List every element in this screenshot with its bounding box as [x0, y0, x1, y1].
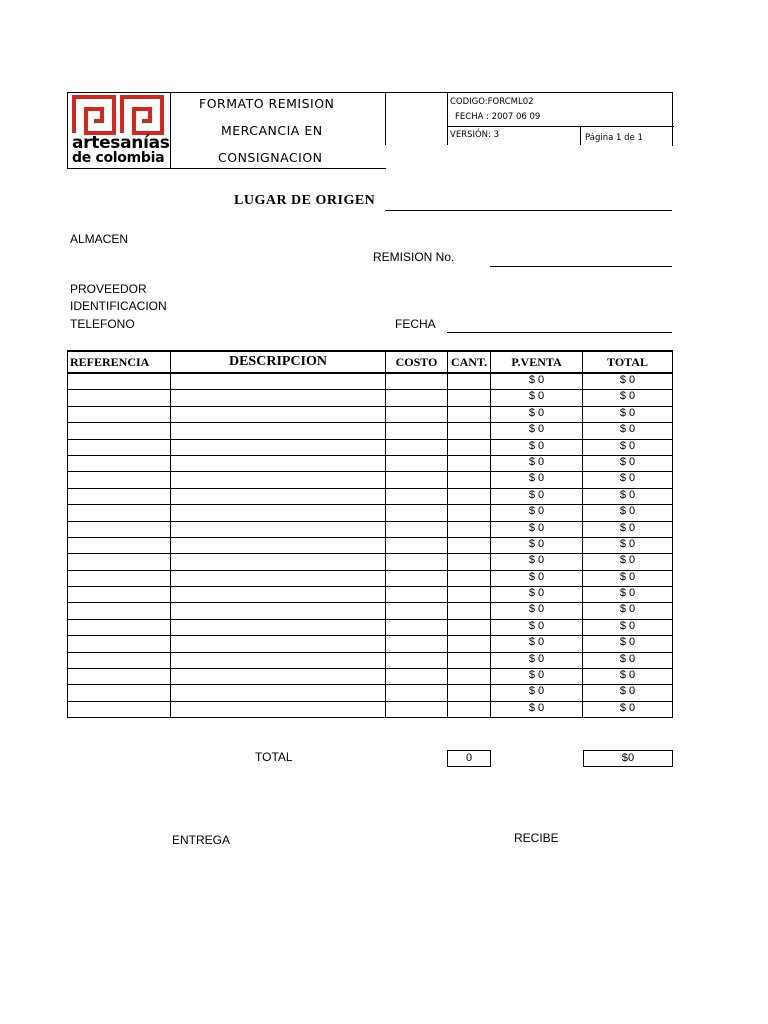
- cell-cant[interactable]: [448, 685, 491, 701]
- table-row: [68, 685, 673, 701]
- cell-cant[interactable]: [448, 701, 491, 717]
- cell-descripcion[interactable]: [171, 685, 386, 701]
- cell-referencia[interactable]: [68, 603, 171, 619]
- cell-cant[interactable]: [448, 505, 491, 521]
- fecha-label: FECHA: [395, 317, 436, 331]
- table-row: [68, 669, 673, 685]
- table-row: [68, 472, 673, 488]
- cell-descripcion[interactable]: [171, 373, 386, 390]
- cell-total: $ 0: [583, 603, 673, 619]
- cell-referencia[interactable]: [68, 521, 171, 537]
- cell-referencia[interactable]: [68, 406, 171, 422]
- cell-pventa: $ 0: [491, 505, 583, 521]
- cell-cant[interactable]: [448, 390, 491, 406]
- cell-descripcion[interactable]: [171, 619, 386, 635]
- cell-referencia[interactable]: [68, 570, 171, 586]
- cell-referencia[interactable]: [68, 455, 171, 471]
- cell-descripcion[interactable]: [171, 570, 386, 586]
- cell-referencia[interactable]: [68, 373, 171, 390]
- cell-descripcion[interactable]: [171, 587, 386, 603]
- cell-pventa: $ 0: [491, 390, 583, 406]
- cell-referencia[interactable]: [68, 554, 171, 570]
- cell-total: $ 0: [583, 537, 673, 553]
- cell-pventa: $ 0: [491, 521, 583, 537]
- items-table: [67, 350, 673, 718]
- cell-referencia[interactable]: [68, 619, 171, 635]
- cell-total: $ 0: [583, 554, 673, 570]
- cell-cant[interactable]: [448, 455, 491, 471]
- pagina-text: Página 1 de 1: [585, 133, 643, 143]
- col-pventa: P.VENTA: [491, 351, 583, 373]
- cell-pventa: $ 0: [491, 472, 583, 488]
- codigo-text: CODIGO:FORCML02: [450, 97, 534, 107]
- remision-field[interactable]: [490, 266, 672, 267]
- cell-referencia[interactable]: [68, 636, 171, 652]
- cell-descripcion[interactable]: [171, 537, 386, 553]
- cell-referencia[interactable]: [68, 685, 171, 701]
- cell-costo[interactable]: [386, 669, 448, 685]
- cell-pventa: $ 0: [491, 570, 583, 586]
- cell-costo[interactable]: [386, 603, 448, 619]
- col-cant: CANT.: [448, 351, 491, 373]
- table-row: [68, 652, 673, 668]
- items-body: [68, 373, 673, 718]
- version-text: VERSIÓN: 3: [450, 130, 500, 140]
- cell-referencia[interactable]: [68, 652, 171, 668]
- cell-total: $ 0: [583, 423, 673, 439]
- table-row: [68, 521, 673, 537]
- cell-total: $ 0: [583, 390, 673, 406]
- cell-descripcion[interactable]: [171, 554, 386, 570]
- table-row: [68, 537, 673, 553]
- cell-costo[interactable]: [386, 701, 448, 717]
- cell-cant[interactable]: [448, 587, 491, 603]
- recibe-label: RECIBE: [514, 831, 559, 845]
- cell-referencia[interactable]: [68, 537, 171, 553]
- cell-cant[interactable]: [448, 636, 491, 652]
- table-row: [68, 439, 673, 455]
- cell-descripcion[interactable]: [171, 505, 386, 521]
- cell-cant[interactable]: [448, 423, 491, 439]
- cell-costo[interactable]: [386, 537, 448, 553]
- cell-pventa: $ 0: [491, 619, 583, 635]
- cell-descripcion[interactable]: [171, 636, 386, 652]
- cell-pventa: $ 0: [491, 652, 583, 668]
- cell-descripcion[interactable]: [171, 488, 386, 504]
- table-header-row: [68, 351, 673, 373]
- logo-text-line2: de colombia: [72, 150, 165, 166]
- cell-pventa: $ 0: [491, 423, 583, 439]
- cell-costo[interactable]: [386, 587, 448, 603]
- cell-cant[interactable]: [448, 570, 491, 586]
- total-label: TOTAL: [255, 750, 293, 764]
- cell-descripcion[interactable]: [171, 701, 386, 717]
- cell-costo[interactable]: [386, 521, 448, 537]
- title-line-2: MERCANCIA EN: [221, 123, 323, 138]
- cell-referencia[interactable]: [68, 439, 171, 455]
- cell-pventa: $ 0: [491, 669, 583, 685]
- cell-pventa: $ 0: [491, 636, 583, 652]
- cell-cant[interactable]: [448, 554, 491, 570]
- cell-pventa: $ 0: [491, 603, 583, 619]
- cell-pventa: $ 0: [491, 554, 583, 570]
- cell-pventa: $ 0: [491, 439, 583, 455]
- cell-costo[interactable]: [386, 406, 448, 422]
- cell-pventa: $ 0: [491, 537, 583, 553]
- table-row: [68, 406, 673, 422]
- cell-pventa: $ 0: [491, 406, 583, 422]
- table-row: [68, 423, 673, 439]
- cell-cant[interactable]: [448, 472, 491, 488]
- cell-pventa: $ 0: [491, 488, 583, 504]
- cell-pventa: $ 0: [491, 685, 583, 701]
- table-row: [68, 619, 673, 635]
- table-row: [68, 636, 673, 652]
- cell-cant[interactable]: [448, 652, 491, 668]
- cell-total: $ 0: [583, 619, 673, 635]
- table-row: [68, 701, 673, 717]
- cell-descripcion[interactable]: [171, 439, 386, 455]
- cell-total: $ 0: [583, 521, 673, 537]
- cell-referencia[interactable]: [68, 505, 171, 521]
- table-row: [68, 570, 673, 586]
- cell-total: $ 0: [583, 373, 673, 390]
- cell-cant[interactable]: [448, 619, 491, 635]
- table-row: [68, 505, 673, 521]
- cell-costo[interactable]: [386, 685, 448, 701]
- cell-cant[interactable]: [448, 406, 491, 422]
- cell-cant[interactable]: [448, 669, 491, 685]
- cell-total: $ 0: [583, 439, 673, 455]
- cell-costo[interactable]: [386, 423, 448, 439]
- cell-pventa: $ 0: [491, 455, 583, 471]
- cell-costo[interactable]: [386, 505, 448, 521]
- cell-cant[interactable]: [448, 521, 491, 537]
- artesanias-logo: [72, 95, 170, 167]
- cell-descripcion[interactable]: [171, 390, 386, 406]
- cell-cant[interactable]: [448, 488, 491, 504]
- cell-costo[interactable]: [386, 455, 448, 471]
- col-descripcion: DESCRIPCION: [171, 351, 386, 373]
- fecha-field[interactable]: [447, 332, 672, 333]
- cell-costo[interactable]: [386, 652, 448, 668]
- cell-costo[interactable]: [386, 570, 448, 586]
- table-row: [68, 455, 673, 471]
- entrega-label: ENTREGA: [172, 833, 231, 847]
- cell-cant[interactable]: [448, 537, 491, 553]
- cell-total: $ 0: [583, 587, 673, 603]
- proveedor-label: PROVEEDOR: [70, 282, 147, 296]
- identificacion-label: IDENTIFICACION: [70, 299, 167, 313]
- cell-referencia[interactable]: [68, 669, 171, 685]
- cell-costo[interactable]: [386, 636, 448, 652]
- cell-pventa: $ 0: [491, 701, 583, 717]
- cell-referencia[interactable]: [68, 587, 171, 603]
- cell-total: $ 0: [583, 669, 673, 685]
- cell-total: $ 0: [583, 488, 673, 504]
- cell-referencia[interactable]: [68, 390, 171, 406]
- cell-referencia[interactable]: [68, 701, 171, 717]
- cell-descripcion[interactable]: [171, 669, 386, 685]
- cell-descripcion[interactable]: [171, 423, 386, 439]
- cell-total: $ 0: [583, 685, 673, 701]
- total-amount-box: $0: [583, 750, 673, 767]
- remision-label: REMISION No.: [373, 250, 455, 264]
- table-row: [68, 390, 673, 406]
- cell-costo[interactable]: [386, 488, 448, 504]
- cell-descripcion[interactable]: [171, 652, 386, 668]
- col-costo: COSTO: [386, 351, 448, 373]
- cell-costo[interactable]: [386, 390, 448, 406]
- cell-descripcion[interactable]: [171, 521, 386, 537]
- cell-pventa: $ 0: [491, 587, 583, 603]
- table-row: [68, 488, 673, 504]
- cell-descripcion[interactable]: [171, 455, 386, 471]
- title-line-1: FORMATO REMISION: [199, 96, 335, 111]
- cell-total: $ 0: [583, 570, 673, 586]
- cell-total: $ 0: [583, 472, 673, 488]
- cell-total: $ 0: [583, 701, 673, 717]
- fecha-doc-text: FECHA : 2007 06 09: [455, 112, 541, 122]
- cell-costo[interactable]: [386, 619, 448, 635]
- lugar-origen-field[interactable]: [385, 210, 672, 211]
- cell-cant[interactable]: [448, 603, 491, 619]
- cell-costo[interactable]: [386, 472, 448, 488]
- cell-costo[interactable]: [386, 439, 448, 455]
- cell-costo[interactable]: [386, 373, 448, 390]
- cell-descripcion[interactable]: [171, 472, 386, 488]
- cell-total: $ 0: [583, 505, 673, 521]
- cell-referencia[interactable]: [68, 423, 171, 439]
- cell-total: $ 0: [583, 406, 673, 422]
- table-row: [68, 554, 673, 570]
- cell-referencia[interactable]: [68, 488, 171, 504]
- lugar-origen-label: LUGAR DE ORIGEN: [234, 193, 376, 208]
- cell-costo[interactable]: [386, 554, 448, 570]
- table-row: [68, 373, 673, 390]
- cell-total: $ 0: [583, 455, 673, 471]
- cell-total: $ 0: [583, 652, 673, 668]
- cell-descripcion[interactable]: [171, 603, 386, 619]
- telefono-label: TELEFONO: [70, 317, 135, 331]
- cell-total: $ 0: [583, 636, 673, 652]
- almacen-label: ALMACEN: [70, 232, 129, 246]
- cell-descripcion[interactable]: [171, 406, 386, 422]
- col-referencia: REFERENCIA: [68, 351, 171, 373]
- cell-cant[interactable]: [448, 373, 491, 390]
- col-total: TOTAL: [583, 351, 673, 373]
- total-cant-box: 0: [447, 750, 491, 767]
- title-line-3: CONSIGNACION: [218, 150, 323, 165]
- cell-cant[interactable]: [448, 439, 491, 455]
- cell-referencia[interactable]: [68, 472, 171, 488]
- table-row: [68, 603, 673, 619]
- table-row: [68, 587, 673, 603]
- logo-mark-icon: [72, 95, 164, 135]
- logo-text-line1: artesanías: [72, 133, 170, 153]
- cell-pventa: $ 0: [491, 373, 583, 390]
